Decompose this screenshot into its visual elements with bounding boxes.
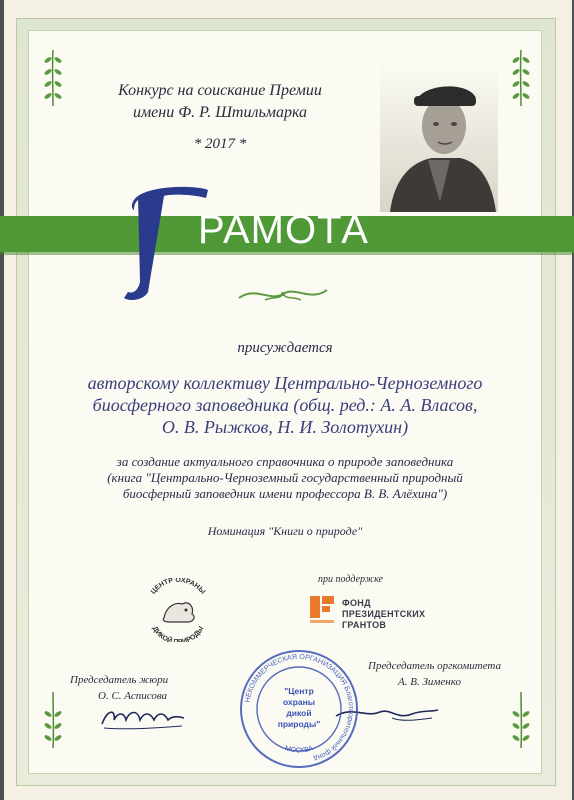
title-initial-letter (120, 182, 210, 302)
recipient-text (60, 372, 510, 438)
org-committee-chair-name: А. В. Зименко (398, 676, 461, 688)
stamp-center-line-1: "Центр (284, 686, 314, 696)
stamp-center-line-2: охраны (282, 697, 316, 707)
stamp-ring-text: НЕКОММЕРЧЕСКАЯ ОРГАНИЗАЦИЯ Благотворительный фонд (242, 651, 357, 764)
fpg-line-2: ПРЕЗИДЕНТСКИХ (342, 609, 426, 619)
reason-line-1: за создание актуального справочника о природе заповедника (116, 454, 454, 469)
reason-line-3: биосферный заповедник имени профессора В. В. Алёхина") (122, 486, 448, 501)
contest-line-2: имени Ф. Р. Штильмарка (132, 104, 308, 121)
recipient-line-1: авторскому коллективу Центрально-Черноземного (87, 373, 483, 393)
portrait-image (380, 62, 498, 212)
jury-chair-signature (98, 698, 188, 734)
wwf-top-text: ЦЕНТР ОХРАНЫ (149, 578, 207, 596)
fpg-line-1: ФОНД (342, 598, 371, 608)
laurel-icon (508, 690, 534, 750)
support-label: при поддержке (318, 574, 383, 585)
jury-chair-title: Председатель жюри (70, 674, 169, 686)
wildlife-center-logo (140, 578, 216, 642)
laurel-icon (508, 48, 534, 108)
stamp-center-line-3: дикой (286, 708, 312, 718)
presidential-grants-text (342, 598, 425, 631)
wwf-bottom-text: ДИКОЙ ИРОДЫ (150, 625, 206, 642)
contest-line-1: Конкурс на соискание Премии (118, 82, 322, 99)
recipient-line-2: биосферного заповедника (общ. ред.: А. А. Власов, (92, 395, 478, 415)
nomination-text: Номинация "Книги о природе" (207, 524, 363, 538)
awarded-text: присуждается (237, 340, 333, 356)
reason-line-2: (книга "Центрально-Черноземный государственный природный (107, 470, 463, 485)
fpg-line-3: ГРАНТОВ (342, 620, 387, 630)
org-committee-chair-title: Председатель оргкомитета (368, 660, 502, 672)
ornament-flourish (235, 282, 331, 306)
stamp-city: МОСКВА (283, 745, 315, 755)
contest-year: * 2017 * (193, 136, 247, 152)
laurel-icon (40, 690, 66, 750)
organization-stamp (238, 648, 360, 770)
recipient-line-3: О. В. Рыжков, Н. И. Золотухин) (161, 417, 409, 437)
stamp-center-line-4: природы" (277, 719, 321, 729)
contest-title (80, 80, 360, 124)
laurel-icon (40, 48, 66, 108)
reason-text (60, 454, 510, 502)
jury-chair-name: О. С. Асписова (98, 690, 168, 702)
certificate-title: РАМОТА (198, 208, 369, 252)
